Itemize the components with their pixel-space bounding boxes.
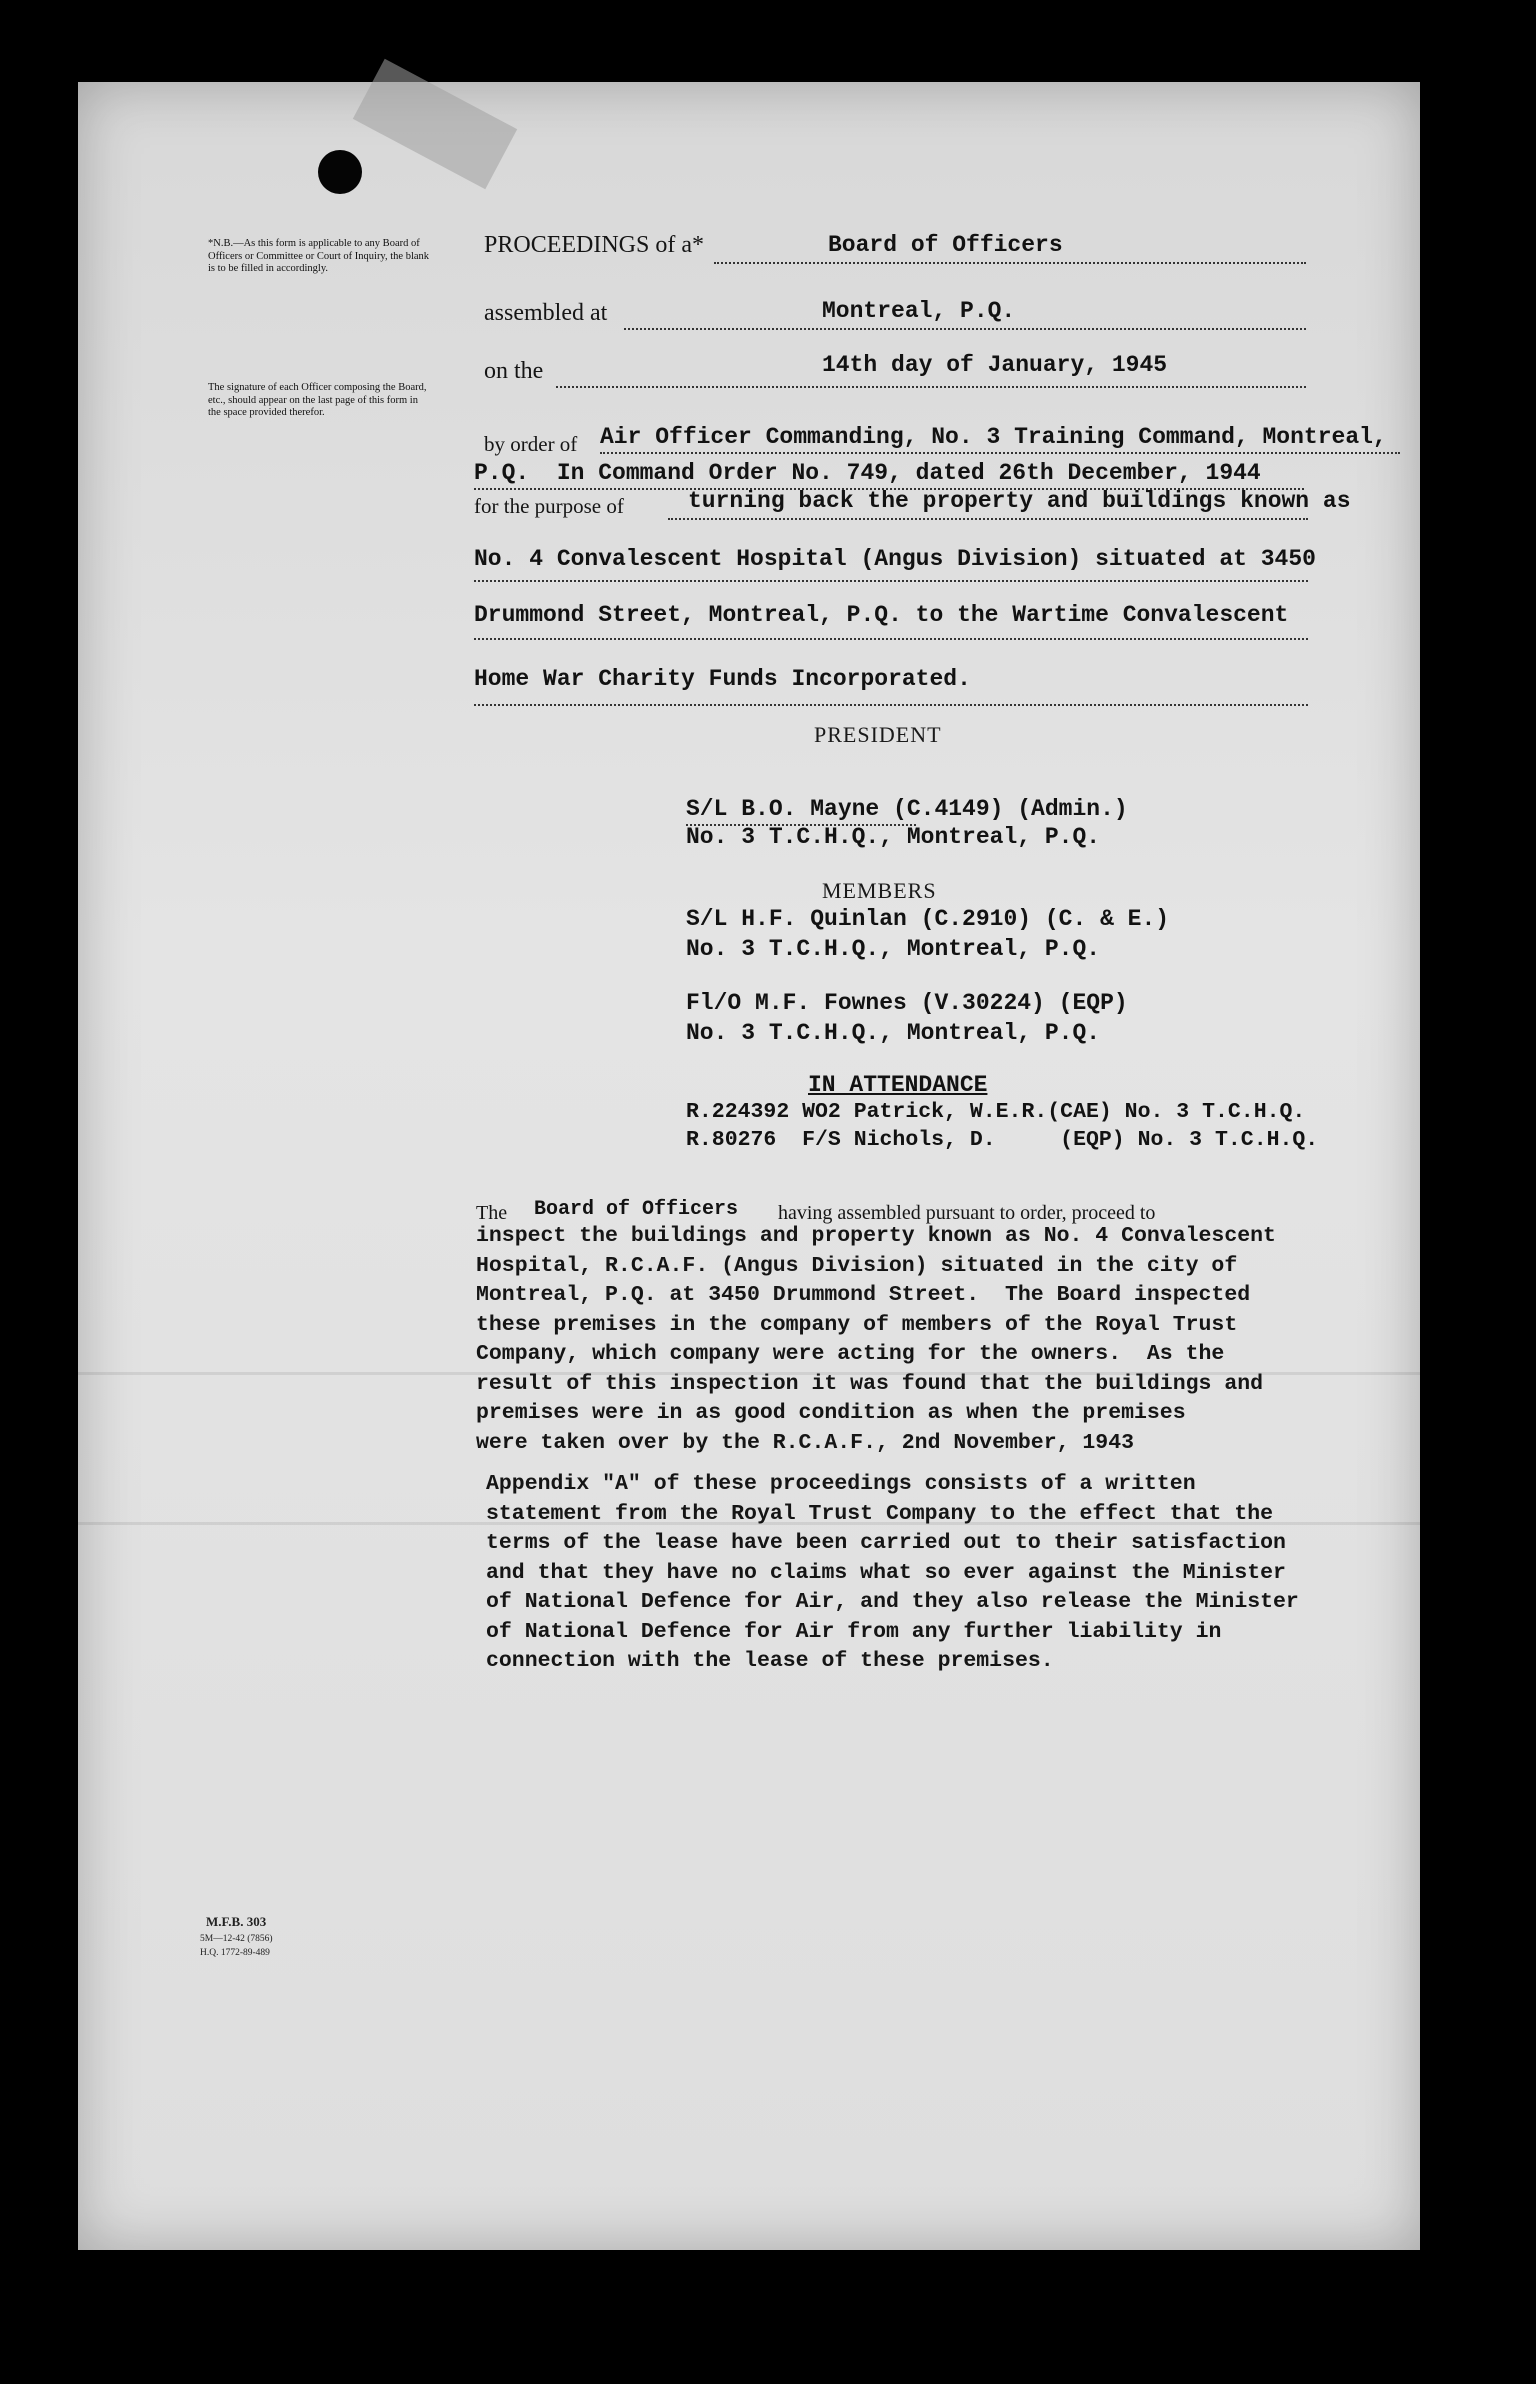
paragraph-line: inspect the buildings and property known as No. 4 Convalescent <box>476 1224 1276 1248</box>
paragraph-line: were taken over by the R.C.A.F., 2nd November, 1943 <box>476 1430 1135 1455</box>
paragraph-line: statement from the Royal Trust Company to the effect that the <box>486 1501 1274 1526</box>
paragraph-line: terms of the lease have been carried out to their satisfaction <box>486 1531 1286 1555</box>
paragraph-line: Montreal, P.Q. at 3450 Drummond Street. The Board inspected <box>476 1283 1251 1307</box>
attendance-line1: R.224392 WO2 Patrick, W.E.R.(CAE) No. 3 T.C.H.Q. <box>686 1100 1306 1124</box>
member1-line1: S/L H.F. Quinlan (C.2910) (C. & E.) <box>686 906 1170 932</box>
paragraph-line: premises were in as good condition as when the premises <box>476 1401 1186 1425</box>
form-code-line1: M.F.B. 303 <box>206 1914 267 1929</box>
assembled-text: having assembled pursuant to order, proceed to <box>778 1202 1156 1224</box>
form-code-line2: 5M—12-42 (7856) <box>200 1934 273 1944</box>
margin-note-signature: The signature of each Officer composing the Board, etc., should appear on the last page of this form in the space provided therefor. <box>208 382 427 418</box>
attendance-heading: IN ATTENDANCE <box>808 1072 988 1098</box>
dotted-line <box>668 518 1308 520</box>
paragraph-line: these premises in the company of members of the Royal Trust <box>476 1312 1238 1337</box>
purpose-line3: Drummond Street, Montreal, P.Q. to the Wartime Convalescent <box>474 602 1289 628</box>
president-line2: No. 3 T.C.H.Q., Montreal, P.Q. <box>686 824 1101 850</box>
members-heading: MEMBERS <box>822 878 937 903</box>
punch-hole <box>318 150 362 194</box>
margin-note-nb: *N.B.—As this form is applicable to any Board of Officers or Committee or Court of Inquiry, the blank is to be filled in accordingly. <box>208 238 430 274</box>
by-order-label: by order of <box>484 432 578 456</box>
attendance-line2: R.80276 F/S Nichols, D. (EQP) No. 3 T.C.H.Q. <box>686 1128 1319 1152</box>
dotted-line <box>624 328 1306 330</box>
on-the-label: on the <box>484 358 544 384</box>
paragraph-line: result of this inspection it was found that the buildings and <box>476 1371 1264 1396</box>
paragraph-line: of National Defence for Air from any further liability in <box>486 1619 1222 1644</box>
dotted-line <box>556 386 1306 388</box>
member2-line1: Fl/O M.F. Fownes (V.30224) (EQP) <box>686 990 1128 1016</box>
dotted-line <box>474 638 1308 640</box>
purpose-line2: No. 4 Convalescent Hospital (Angus Division) situated at 3450 <box>474 546 1316 572</box>
assembled-value: Montreal, P.Q. <box>822 298 1016 324</box>
proceedings-label: PROCEEDINGS of a* <box>484 232 704 258</box>
president-line1: S/L B.O. Mayne (C.4149) (Admin.) <box>686 796 1128 822</box>
purpose-line4: Home War Charity Funds Incorporated. <box>474 666 971 692</box>
paragraph-line: connection with the lease of these premises. <box>486 1649 1054 1673</box>
member2-line2: No. 3 T.C.H.Q., Montreal, P.Q. <box>686 1020 1101 1046</box>
purpose-label: for the purpose of <box>474 494 624 518</box>
paragraph-line: Appendix "A" of these proceedings consists of a written <box>486 1472 1196 1496</box>
the-value: Board of Officers <box>534 1198 739 1221</box>
paragraph-line: and that they have no claims what so ever against the Minister <box>486 1560 1286 1585</box>
dotted-line <box>474 580 1308 582</box>
the-label: The <box>476 1202 508 1224</box>
paragraph-line: Company, which company were acting for the owners. As the <box>476 1342 1225 1366</box>
on-the-value: 14th day of January, 1945 <box>822 352 1168 378</box>
assembled-label: assembled at <box>484 300 608 326</box>
by-order-line2: P.Q. In Command Order No. 749, dated 26th December, 1944 <box>474 460 1261 486</box>
by-order-line1: Air Officer Commanding, No. 3 Training Command, Montreal, <box>600 424 1387 450</box>
member1-line2: No. 3 T.C.H.Q., Montreal, P.Q. <box>686 936 1101 962</box>
dotted-line <box>474 704 1308 706</box>
dotted-line <box>600 452 1400 454</box>
dotted-line <box>714 262 1306 264</box>
paragraph-line: of National Defence for Air, and they also release the Minister <box>486 1590 1299 1614</box>
proceedings-value: Board of Officers <box>828 232 1063 258</box>
paragraph-line: Hospital, R.C.A.F. (Angus Division) situated in the city of <box>476 1253 1238 1278</box>
form-code-line3: H.Q. 1772-89-489 <box>200 1948 270 1958</box>
president-heading: PRESIDENT <box>814 722 942 747</box>
purpose-line1: turning back the property and buildings known as <box>688 488 1351 514</box>
